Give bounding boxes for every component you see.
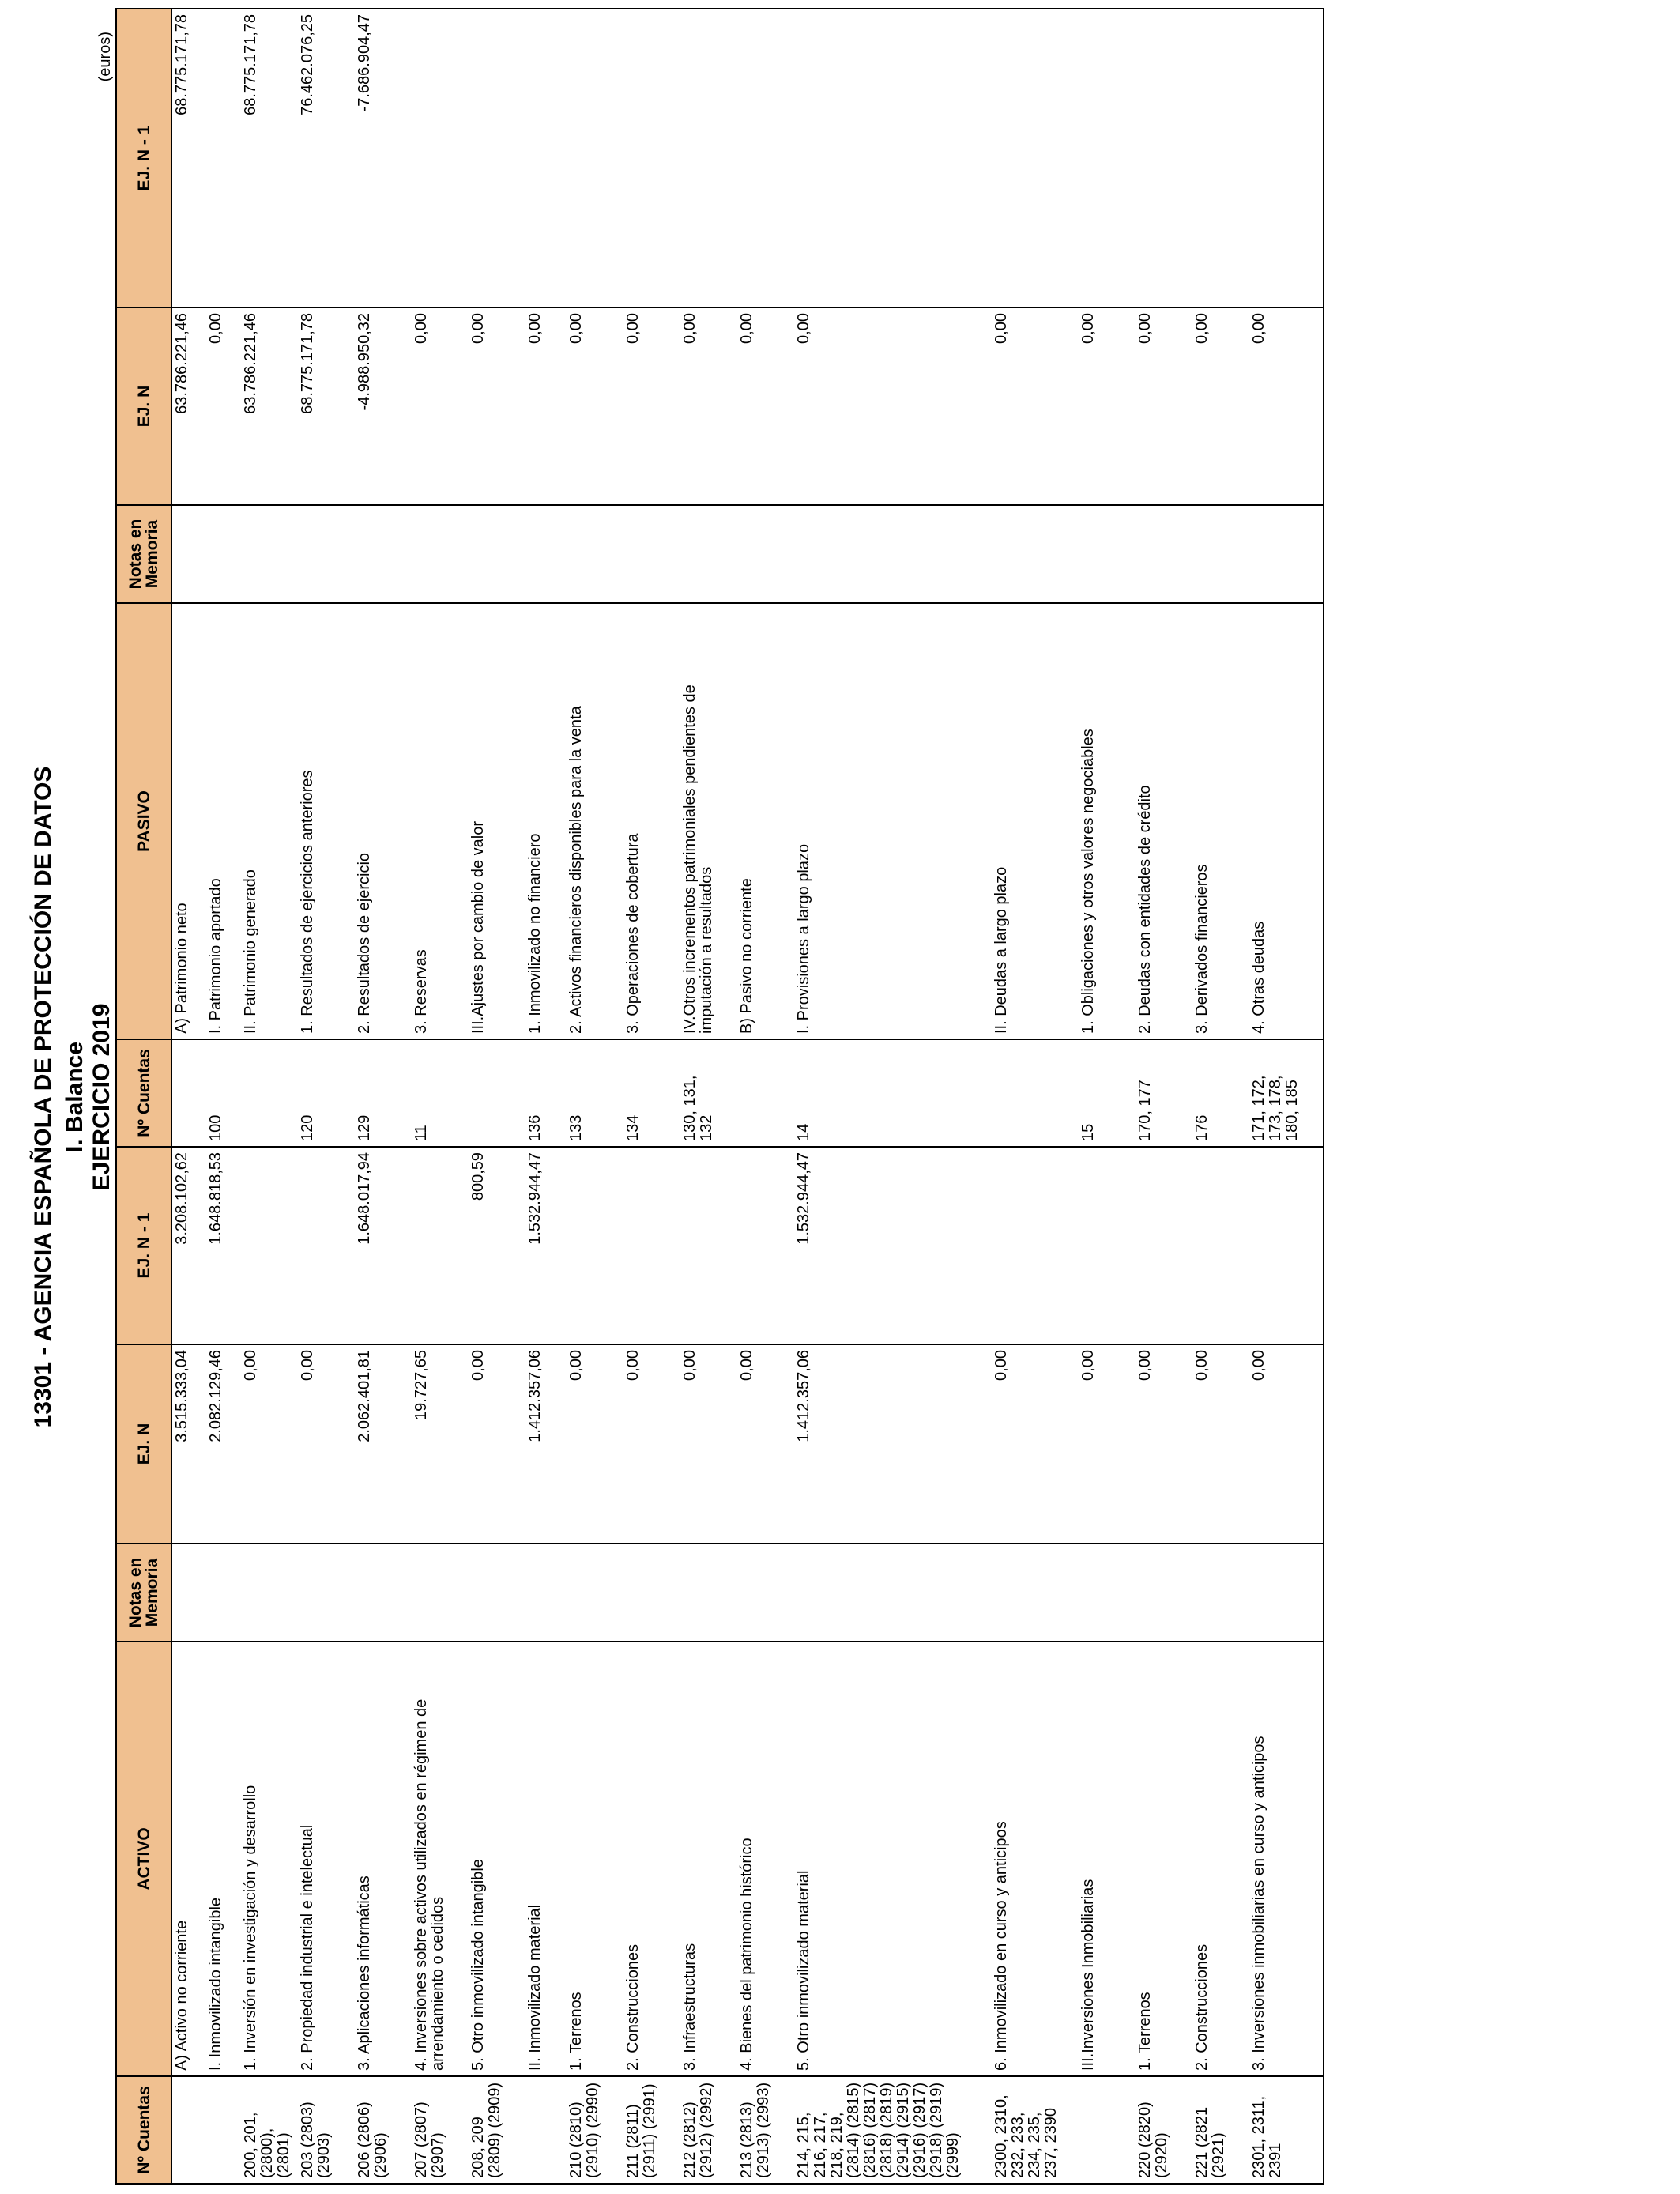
activo-concepto: 5. Otro inmovilizado material	[794, 1642, 992, 2076]
col-header-ej-n1: EJ. N - 1	[116, 1147, 171, 1344]
pasivo-notas	[171, 505, 206, 603]
activo-ej-n1	[567, 1147, 623, 1344]
pasivo-cuentas: 15	[1079, 1039, 1136, 1147]
pasivo-ej-n1	[206, 9, 241, 307]
activo-cuentas: 213 (2813) (2913) (2993)	[737, 2076, 794, 2184]
activo-concepto: 4. Bienes del patrimonio histórico	[737, 1642, 794, 2076]
activo-notas	[171, 1544, 206, 1642]
table-row	[525, 9, 567, 2184]
pasivo-concepto: 3. Derivados financieros	[1192, 603, 1249, 1039]
table-row	[241, 9, 298, 2184]
table-row	[1079, 9, 1136, 2184]
activo-concepto: 6. Inmovilizado en curso y anticipos	[992, 1642, 1079, 2076]
pasivo-ej-n: 0,00	[567, 307, 623, 505]
pasivo-concepto: 2. Deudas con entidades de crédito	[1136, 603, 1192, 1039]
pasivo-ej-n1	[992, 9, 1079, 307]
activo-cuentas: 214, 215, 216, 217, 218, 219, (2814) (2815) (2816) (2817) (2818) (2819) (2914) (2915) (2916) (2917) (2918) (2919) (2999)	[794, 2076, 992, 2184]
pasivo-cuentas: 120	[298, 1039, 355, 1147]
pasivo-cuentas	[992, 1039, 1079, 1147]
col-header-ej-n1-pasivo: EJ. N - 1	[116, 9, 171, 307]
activo-ej-n: 2.062.401,81	[355, 1344, 412, 1544]
activo-cuentas: 211 (2811) (2911) (2991)	[623, 2076, 680, 2184]
pasivo-cuentas: 100	[206, 1039, 241, 1147]
activo-notas	[1136, 1544, 1192, 1642]
pasivo-notas	[412, 505, 469, 603]
pasivo-notas	[737, 505, 794, 603]
activo-ej-n: 0,00	[680, 1344, 737, 1544]
pasivo-ej-n: 0,00	[1079, 307, 1136, 505]
currency-units: (euros)	[96, 32, 114, 82]
activo-ej-n: 0,00	[1249, 1344, 1324, 1544]
activo-ej-n: 2.082.129,46	[206, 1344, 241, 1544]
pasivo-ej-n: 63.786.221,46	[241, 307, 298, 505]
pasivo-notas	[298, 505, 355, 603]
pasivo-ej-n1	[412, 9, 469, 307]
activo-cuentas: 2300, 2310, 232, 233, 234, 235, 237, 2390	[992, 2076, 1079, 2184]
pasivo-ej-n: -4.988.950,32	[355, 307, 412, 505]
pasivo-concepto: B) Pasivo no corriente	[737, 603, 794, 1039]
pasivo-cuentas	[241, 1039, 298, 1147]
pasivo-ej-n: 63.786.221,46	[171, 307, 206, 505]
table-row	[623, 9, 680, 2184]
activo-cuentas: 208, 209 (2809) (2909)	[469, 2076, 525, 2184]
activo-notas	[1249, 1544, 1324, 1642]
activo-ej-n1: 800,59	[469, 1147, 525, 1344]
table-row	[1136, 9, 1192, 2184]
activo-cuentas: 206 (2806) (2906)	[355, 2076, 412, 2184]
pasivo-cuentas: 176	[1192, 1039, 1249, 1147]
activo-cuentas: 203 (2803) (2903)	[298, 2076, 355, 2184]
activo-concepto: II. Inmovilizado material	[525, 1642, 567, 2076]
pasivo-concepto: IV.Otros incrementos patrimoniales pendientes de imputación a resultados	[680, 603, 737, 1039]
pasivo-ej-n: 0,00	[525, 307, 567, 505]
pasivo-notas	[241, 505, 298, 603]
pasivo-concepto: 1. Resultados de ejercicios anteriores	[298, 603, 355, 1039]
activo-concepto: 2. Propiedad industrial e intelectual	[298, 1642, 355, 2076]
pasivo-concepto: 1. Obligaciones y otros valores negociables	[1079, 603, 1136, 1039]
activo-notas	[355, 1544, 412, 1642]
pasivo-concepto: 2. Resultados de ejercicio	[355, 603, 412, 1039]
pasivo-notas	[525, 505, 567, 603]
col-header-pasivo: PASIVO	[116, 603, 171, 1039]
pasivo-cuentas: 134	[623, 1039, 680, 1147]
activo-ej-n1	[680, 1147, 737, 1344]
table-row	[171, 9, 206, 2184]
activo-ej-n: 0,00	[567, 1344, 623, 1544]
activo-cuentas: 200, 201, (2800), (2801)	[241, 2076, 298, 2184]
pasivo-concepto: III.Ajustes por cambio de valor	[469, 603, 525, 1039]
activo-ej-n: 1.412.357,06	[794, 1344, 992, 1544]
activo-notas	[469, 1544, 525, 1642]
pasivo-cuentas: 11	[412, 1039, 469, 1147]
activo-concepto: 1. Inversión en investigación y desarrollo	[241, 1642, 298, 2076]
pasivo-ej-n1	[794, 9, 992, 307]
activo-notas	[298, 1544, 355, 1642]
col-header-notas-pasivo: Notas en Memoria	[116, 505, 171, 603]
table-row	[567, 9, 623, 2184]
pasivo-concepto: I. Provisiones a largo plazo	[794, 603, 992, 1039]
table-row	[355, 9, 412, 2184]
activo-ej-n1: 1.648.017,94	[355, 1147, 412, 1344]
pasivo-cuentas	[737, 1039, 794, 1147]
activo-concepto: 1. Terrenos	[1136, 1642, 1192, 2076]
table-row	[298, 9, 355, 2184]
pasivo-ej-n1: 76.462.076,25	[298, 9, 355, 307]
activo-notas	[412, 1544, 469, 1642]
col-header-ej-n: EJ. N	[116, 1344, 171, 1544]
activo-ej-n1	[412, 1147, 469, 1344]
activo-cuentas: 210 (2810) (2910) (2990)	[567, 2076, 623, 2184]
activo-concepto: A) Activo no corriente	[171, 1642, 206, 2076]
activo-ej-n: 0,00	[623, 1344, 680, 1544]
pasivo-cuentas: 171, 172, 173, 178, 180, 185	[1249, 1039, 1324, 1147]
activo-concepto: 3. Infraestructuras	[680, 1642, 737, 2076]
activo-ej-n1: 1.648.818,53	[206, 1147, 241, 1344]
pasivo-notas	[1136, 505, 1192, 603]
activo-concepto: 1. Terrenos	[567, 1642, 623, 2076]
activo-notas	[992, 1544, 1079, 1642]
document-subtitle: I. Balance	[62, 1041, 88, 1153]
pasivo-notas	[355, 505, 412, 603]
pasivo-ej-n: 0,00	[680, 307, 737, 505]
col-header-ej-n-pasivo: EJ. N	[116, 307, 171, 505]
pasivo-concepto: 1. Inmovilizado no financiero	[525, 603, 567, 1039]
pasivo-ej-n1	[680, 9, 737, 307]
table-row	[1249, 9, 1324, 2184]
activo-ej-n: 0,00	[469, 1344, 525, 1544]
activo-ej-n: 0,00	[1136, 1344, 1192, 1544]
pasivo-ej-n1	[525, 9, 567, 307]
pasivo-concepto: I. Patrimonio aportado	[206, 603, 241, 1039]
activo-ej-n1: 1.532.944,47	[794, 1147, 992, 1344]
activo-ej-n1	[737, 1147, 794, 1344]
pasivo-ej-n1	[623, 9, 680, 307]
pasivo-ej-n: 0,00	[1192, 307, 1249, 505]
pasivo-cuentas: 14	[794, 1039, 992, 1147]
activo-notas	[1192, 1544, 1249, 1642]
pasivo-notas	[206, 505, 241, 603]
pasivo-cuentas: 170, 177	[1136, 1039, 1192, 1147]
pasivo-ej-n1	[1192, 9, 1249, 307]
pasivo-cuentas: 129	[355, 1039, 412, 1147]
table-row	[412, 9, 469, 2184]
fiscal-year: EJERCICIO 2019	[89, 1003, 115, 1191]
balance-table	[115, 8, 1324, 2185]
pasivo-notas	[680, 505, 737, 603]
pasivo-ej-n1	[737, 9, 794, 307]
pasivo-concepto: 2. Activos financieros disponibles para la venta	[567, 603, 623, 1039]
activo-ej-n1	[1079, 1147, 1136, 1344]
table-row	[794, 9, 992, 2184]
activo-ej-n1: 1.532.944,47	[525, 1147, 567, 1344]
pasivo-notas	[794, 505, 992, 603]
pasivo-concepto: 3. Operaciones de cobertura	[623, 603, 680, 1039]
activo-ej-n1	[1192, 1147, 1249, 1344]
activo-ej-n1	[1136, 1147, 1192, 1344]
table-row	[992, 9, 1079, 2184]
pasivo-ej-n: 0,00	[1249, 307, 1324, 505]
activo-cuentas	[206, 2076, 241, 2184]
activo-cuentas: 2301, 2311, 2391	[1249, 2076, 1324, 2184]
table-row	[680, 9, 737, 2184]
pasivo-ej-n: 0,00	[1136, 307, 1192, 505]
activo-ej-n1	[1249, 1147, 1324, 1344]
pasivo-concepto: 4. Otras deudas	[1249, 603, 1324, 1039]
activo-concepto: I. Inmovilizado intangible	[206, 1642, 241, 2076]
pasivo-notas	[992, 505, 1079, 603]
pasivo-notas	[567, 505, 623, 603]
activo-ej-n: 1.412.357,06	[525, 1344, 567, 1544]
activo-notas	[623, 1544, 680, 1642]
activo-cuentas: 207 (2807) (2907)	[412, 2076, 469, 2184]
table-row	[469, 9, 525, 2184]
pasivo-cuentas: 136	[525, 1039, 567, 1147]
pasivo-ej-n: 0,00	[737, 307, 794, 505]
pasivo-ej-n: 68.775.171,78	[298, 307, 355, 505]
pasivo-ej-n1	[1249, 9, 1324, 307]
pasivo-notas	[469, 505, 525, 603]
activo-cuentas	[525, 2076, 567, 2184]
activo-ej-n1	[992, 1147, 1079, 1344]
document-title: 13301 - AGENCIA ESPAÑOLA DE PROTECCIÓN DE DATOS	[30, 766, 56, 1428]
pasivo-ej-n1	[1079, 9, 1136, 307]
col-header-notas: Notas en Memoria	[116, 1544, 171, 1642]
pasivo-cuentas: 133	[567, 1039, 623, 1147]
pasivo-ej-n: 0,00	[623, 307, 680, 505]
table-row	[1192, 9, 1249, 2184]
activo-notas	[241, 1544, 298, 1642]
pasivo-concepto: 3. Reservas	[412, 603, 469, 1039]
activo-concepto: 3. Aplicaciones informáticas	[355, 1642, 412, 2076]
pasivo-notas	[1079, 505, 1136, 603]
activo-notas	[1079, 1544, 1136, 1642]
activo-ej-n1: 3.208.102,62	[171, 1147, 206, 1344]
pasivo-concepto: A) Patrimonio neto	[171, 603, 206, 1039]
pasivo-concepto: II. Deudas a largo plazo	[992, 603, 1079, 1039]
activo-ej-n1	[241, 1147, 298, 1344]
pasivo-cuentas	[469, 1039, 525, 1147]
pasivo-concepto: II. Patrimonio generado	[241, 603, 298, 1039]
pasivo-ej-n: 0,00	[469, 307, 525, 505]
pasivo-ej-n1	[567, 9, 623, 307]
activo-cuentas	[171, 2076, 206, 2184]
activo-ej-n: 0,00	[737, 1344, 794, 1544]
activo-ej-n: 0,00	[1192, 1344, 1249, 1544]
pasivo-cuentas: 130, 131, 132	[680, 1039, 737, 1147]
col-header-cuentas-pasivo: Nº Cuentas	[116, 1039, 171, 1147]
col-header-cuentas: Nº Cuentas	[116, 2076, 171, 2184]
pasivo-ej-n1	[1136, 9, 1192, 307]
activo-cuentas: 212 (2812) (2912) (2992)	[680, 2076, 737, 2184]
activo-notas	[737, 1544, 794, 1642]
activo-cuentas: 220 (2820) (2920)	[1136, 2076, 1192, 2184]
pasivo-ej-n: 0,00	[992, 307, 1079, 505]
pasivo-ej-n: 0,00	[412, 307, 469, 505]
activo-concepto: 2. Construcciones	[623, 1642, 680, 2076]
pasivo-ej-n1: 68.775.171,78	[171, 9, 206, 307]
activo-ej-n: 0,00	[992, 1344, 1079, 1544]
balance-rows	[171, 9, 1324, 2184]
table-row	[737, 9, 794, 2184]
pasivo-ej-n: 0,00	[794, 307, 992, 505]
activo-cuentas	[1079, 2076, 1136, 2184]
activo-concepto: 5. Otro inmovilizado intangible	[469, 1642, 525, 2076]
activo-concepto: 4. Inversiones sobre activos utilizados en régimen de arrendamiento o cedidos	[412, 1642, 469, 2076]
activo-concepto: 3. Inversiones inmobiliarias en curso y anticipos	[1249, 1642, 1324, 2076]
pasivo-ej-n1	[469, 9, 525, 307]
pasivo-ej-n1: -7.686.904,47	[355, 9, 412, 307]
table-row	[206, 9, 241, 2184]
activo-notas	[206, 1544, 241, 1642]
activo-notas	[525, 1544, 567, 1642]
activo-ej-n1	[623, 1147, 680, 1344]
pasivo-ej-n1: 68.775.171,78	[241, 9, 298, 307]
pasivo-notas	[623, 505, 680, 603]
activo-ej-n: 0,00	[1079, 1344, 1136, 1544]
activo-concepto: III.Inversiones Inmobiliarias	[1079, 1642, 1136, 2076]
col-header-activo: ACTIVO	[116, 1642, 171, 2076]
pasivo-notas	[1192, 505, 1249, 603]
pasivo-cuentas	[171, 1039, 206, 1147]
pasivo-ej-n: 0,00	[206, 307, 241, 505]
activo-ej-n1	[298, 1147, 355, 1344]
pasivo-notas	[1249, 505, 1324, 603]
activo-ej-n: 0,00	[241, 1344, 298, 1544]
activo-ej-n: 0,00	[298, 1344, 355, 1544]
activo-notas	[680, 1544, 737, 1642]
activo-notas	[794, 1544, 992, 1642]
activo-ej-n: 19.727,65	[412, 1344, 469, 1544]
header-row	[116, 9, 171, 2184]
activo-ej-n: 3.515.333,04	[171, 1344, 206, 1544]
activo-concepto: 2. Construcciones	[1192, 1642, 1249, 2076]
activo-notas	[567, 1544, 623, 1642]
activo-cuentas: 221 (2821 (2921)	[1192, 2076, 1249, 2184]
